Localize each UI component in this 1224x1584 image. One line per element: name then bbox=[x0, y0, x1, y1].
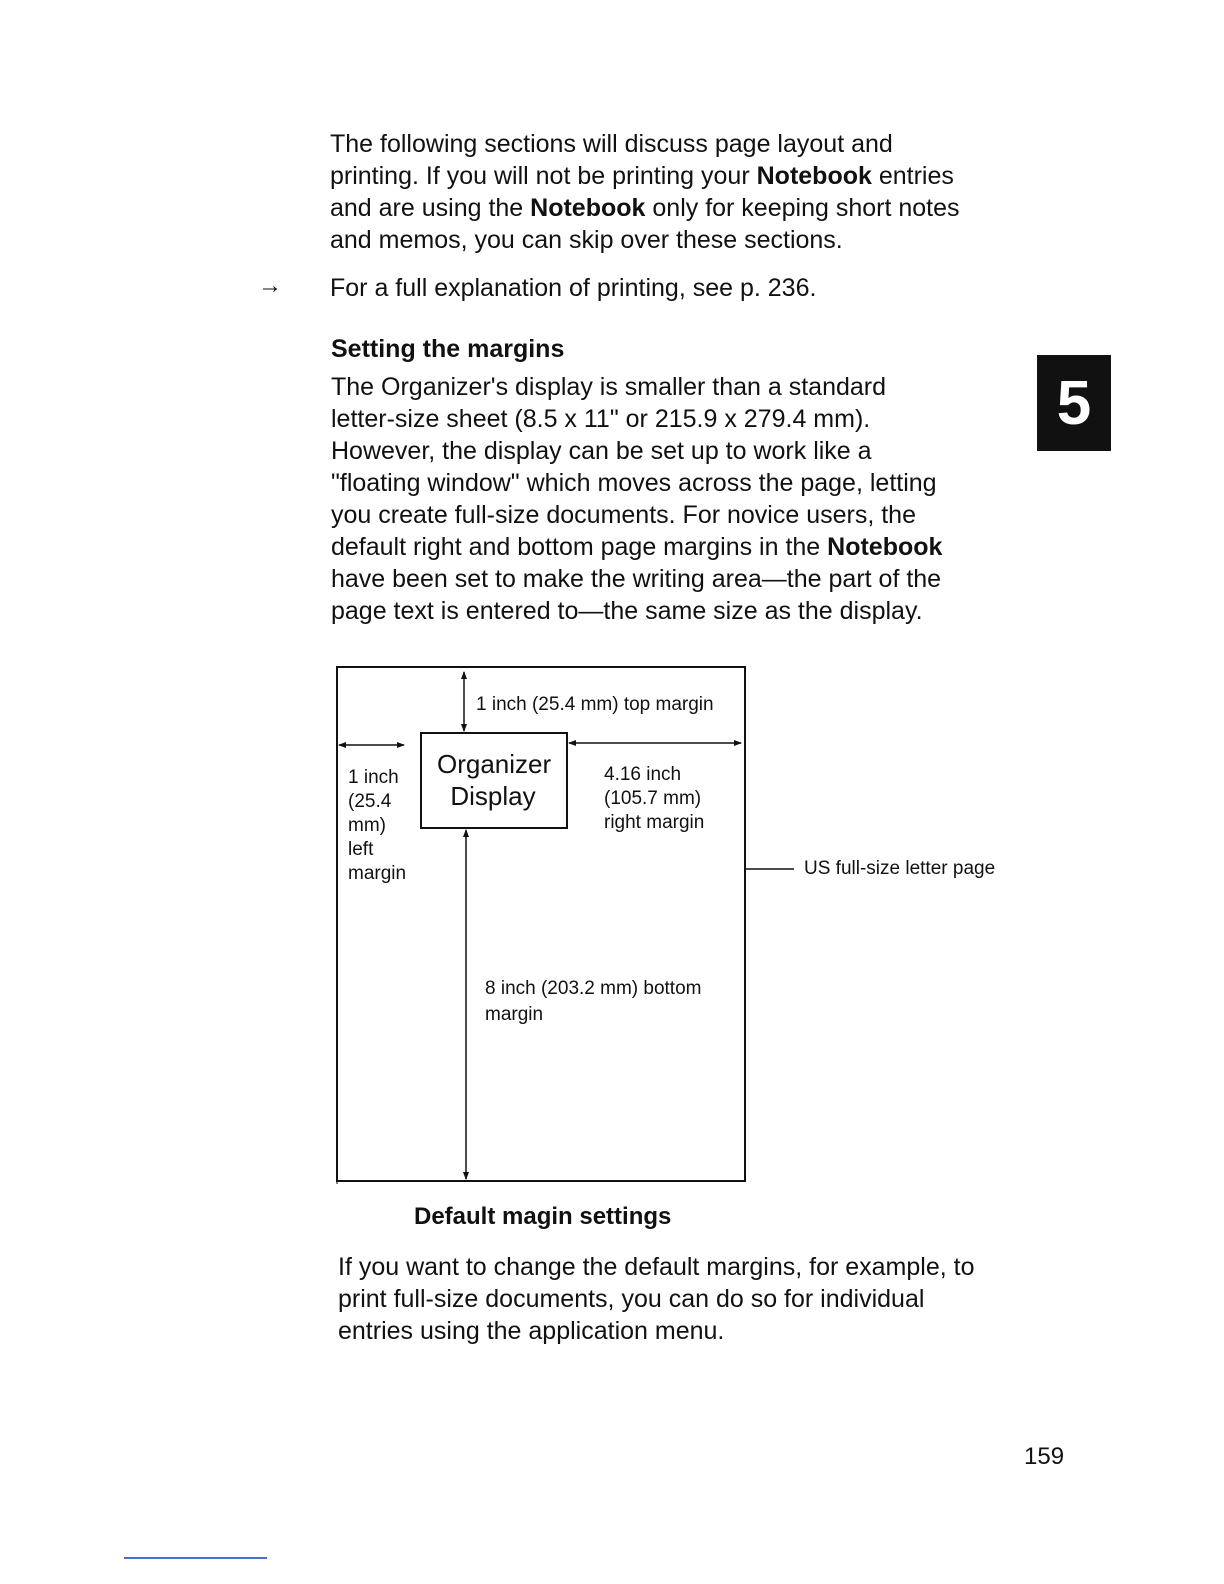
left-margin-label: 1 inch (25.4 mm) left margin bbox=[348, 767, 407, 884]
body-line: The Organizer's display is smaller than a standard bbox=[331, 373, 887, 401]
figure-caption: Default magin settings bbox=[414, 1203, 672, 1230]
footer-rule bbox=[124, 1557, 267, 1559]
intro-line: printing. If you will not be printing your Notebook entries bbox=[330, 162, 954, 190]
section-heading: Setting the margins bbox=[331, 335, 565, 363]
body-line: you create full-size documents. For novice users, the bbox=[331, 501, 916, 529]
letter-page-outline bbox=[337, 667, 745, 1181]
closing-line: print full-size documents, you can do so for individual bbox=[338, 1285, 925, 1313]
bottom-margin-label: 8 inch (203.2 mm) bottom margin bbox=[485, 978, 702, 1025]
body-line: letter-size sheet (8.5 x 11" or 215.9 x 279.4 mm). bbox=[331, 405, 871, 433]
chapter-tab: 5 bbox=[1037, 355, 1111, 451]
intro-line: and are using the Notebook only for keeping short notes bbox=[330, 194, 960, 222]
notebook-term: Notebook bbox=[756, 162, 872, 190]
page-number: 159 bbox=[1024, 1443, 1065, 1470]
body-line: page text is entered to—the same size as the display. bbox=[331, 597, 923, 625]
body-line: However, the display can be set up to work like a bbox=[331, 437, 872, 465]
top-margin-label: 1 inch (25.4 mm) top margin bbox=[476, 694, 714, 715]
closing-line: entries using the application menu. bbox=[338, 1317, 725, 1345]
organizer-display-label: Organizer Display bbox=[437, 749, 552, 811]
closing-paragraph bbox=[338, 1251, 974, 1347]
notebook-term: Notebook bbox=[530, 194, 646, 222]
notebook-term: Notebook bbox=[827, 533, 943, 561]
closing-line: If you want to change the default margins, for example, to bbox=[338, 1253, 975, 1281]
right-margin-label: 4.16 inch (105.7 mm) right margin bbox=[604, 764, 705, 833]
intro-line: and memos, you can skip over these sections. bbox=[330, 226, 843, 254]
body-line: have been set to make the writing area—the part of the bbox=[331, 565, 942, 593]
cross-reference-note: For a full explanation of printing, see p. 236. bbox=[330, 274, 817, 302]
intro-line: The following sections will discuss page layout and bbox=[330, 130, 893, 158]
body-line: "floating window" which moves across the page, letting bbox=[331, 469, 937, 497]
arrow-right-icon: → bbox=[258, 272, 282, 299]
body-line: default right and bottom page margins in the Notebook bbox=[331, 533, 943, 561]
page-type-label: US full-size letter page bbox=[804, 858, 996, 879]
